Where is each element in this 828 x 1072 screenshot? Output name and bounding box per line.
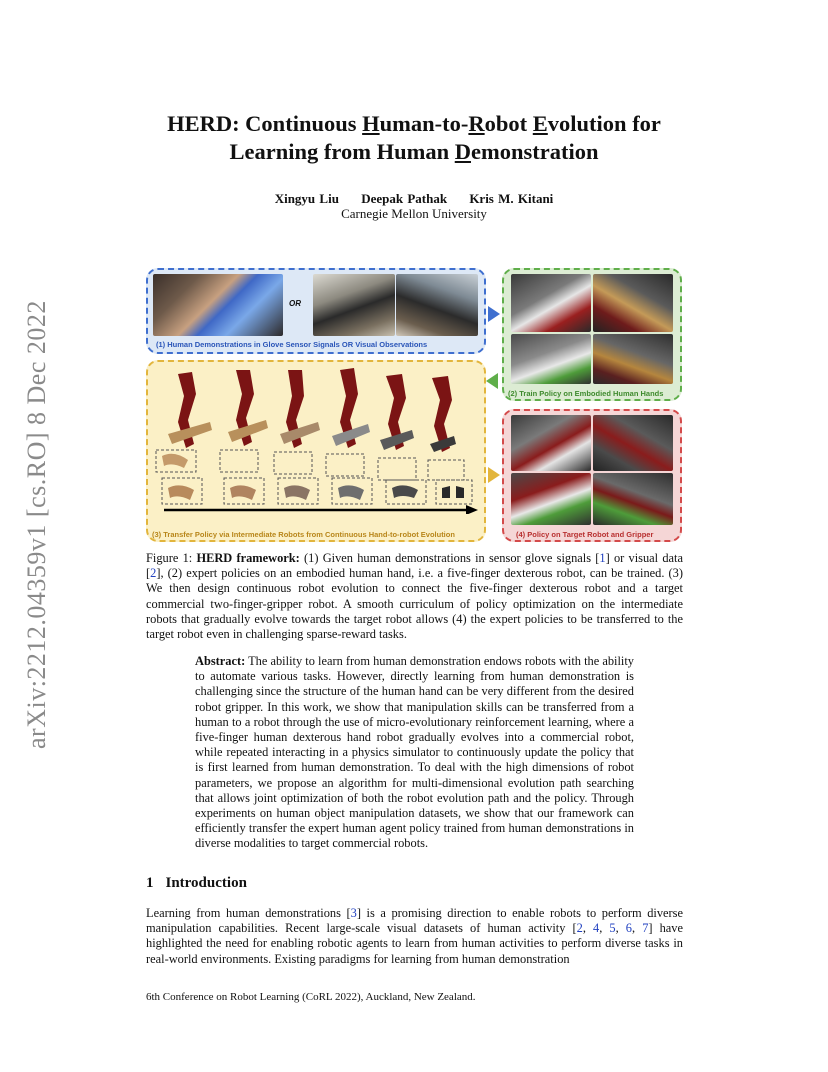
caption-text: ], (2) expert policies on an embodied human hand, i.e. a five-finger dexterous robot, can be trained. (3) We then design continuous robot evolution to connect the five-finger dexterous robot and a target commercial two-finger-gripper robot. A smooth curriculum of policy optimization on the intermediate robots that gradually evolve towards the target robot allows (4) the expert policies to be transferred to the target robot even in challenging sparse-reward tasks. <box>146 566 683 642</box>
robot-stage-3 <box>274 370 320 504</box>
figure-caption-bold: HERD framework: <box>196 551 300 565</box>
citation-link[interactable]: 2 <box>576 921 583 936</box>
robot-stage-2 <box>220 370 268 504</box>
title-letter-e: E <box>532 111 548 136</box>
author-name: Deepak Pathak <box>361 191 448 206</box>
conference-footer: 6th Conference on Robot Learning (CoRL 2022), Auckland, New Zealand. <box>146 991 476 1003</box>
arxiv-stamp: arXiv:2212.04359v1 [cs.RO] 8 Dec 2022 <box>22 300 51 750</box>
citation-link[interactable]: 5 <box>609 921 616 936</box>
sim-hand-1 <box>511 274 591 332</box>
citation-link[interactable]: 7 <box>642 921 649 936</box>
title-text: volution for <box>547 111 661 136</box>
arrow-to-panel4 <box>488 467 500 483</box>
robot-stage-5 <box>378 374 426 504</box>
affiliation: Carnegie Mellon University <box>341 206 487 221</box>
visual-demo-photo-2 <box>396 274 478 336</box>
intro-paragraph: Learning from human demonstrations [3] is a promising direction to enable robots to perform diverse manipulation capabilities. Recent large-scale visual datasets of human activity [2, 4, 5, 6, 7] have highlighted the need for enabling robotic agents to learn from human activities to perform diverse tasks in real-world environments. Existing paradigms for learning from human demonstration <box>146 906 683 966</box>
abstract <box>195 654 634 852</box>
intro-text: ] have highlighted the need for enabling robotic agents to learn from human activities to perform diverse tasks in real-world environments. Existing paradigms for learning from human demonstration <box>146 921 683 966</box>
panel3-caption: (3) Transfer Policy via Intermediate Robots from Continuous Hand-to-robot Evolution <box>152 530 455 539</box>
citation-link[interactable]: 3 <box>350 906 357 920</box>
title-text: obot <box>484 111 533 136</box>
section-heading <box>146 875 259 892</box>
or-label: OR <box>289 299 301 308</box>
citation-link[interactable]: 2 <box>150 566 157 581</box>
title-text: Learning from Human <box>229 139 455 164</box>
caption-text: ] or visual data [ <box>146 551 683 581</box>
section-number: 1 <box>146 875 154 891</box>
paper-title <box>145 110 683 166</box>
figure-caption <box>146 551 683 642</box>
glove-demo-photo <box>153 274 283 336</box>
citation-link[interactable]: 6 <box>625 921 632 936</box>
robot-stage-4 <box>326 368 372 504</box>
title-letter-r: R <box>468 111 485 136</box>
intro-text: ] is a promising direction to enable robots to perform diverse manipulation capabilities. Recent large-scale visual datasets of human activity [ <box>146 906 683 936</box>
author-name: Kris M. Kitani <box>469 191 554 206</box>
panel4-caption: (4) Policy on Target Robot and Gripper <box>516 530 654 539</box>
citation-link[interactable]: 4 <box>593 921 600 936</box>
figure-label: Figure 1: <box>146 551 193 565</box>
intro-text: Learning from human demonstrations [ <box>146 906 351 920</box>
panel2-caption: (2) Train Policy on Embodied Human Hands <box>508 389 664 398</box>
target-robot-1 <box>511 415 591 471</box>
author-name: Xingyu Liu <box>274 191 339 206</box>
robot-evolution-sequence <box>150 364 484 514</box>
panel1-caption: (1) Human Demonstrations in Glove Sensor Signals OR Visual Observations <box>156 340 428 349</box>
target-robot-2 <box>593 415 673 471</box>
title-text: HERD: Continuous <box>167 111 363 136</box>
visual-demo-photo-1 <box>313 274 395 336</box>
arrow-to-panel3 <box>486 373 498 389</box>
title-letter-d: D <box>454 139 471 164</box>
title-text: uman-to- <box>379 111 469 136</box>
abstract-label: Abstract: <box>195 654 246 668</box>
arrow-to-panel2 <box>488 306 500 322</box>
sim-hand-2 <box>593 274 673 332</box>
author-list <box>145 191 683 207</box>
section-title: Introduction <box>165 875 247 891</box>
target-robot-3 <box>511 473 591 525</box>
citation-link[interactable]: 1 <box>599 551 606 565</box>
title-text: emonstration <box>470 139 599 164</box>
sim-hand-3 <box>511 334 591 384</box>
title-letter-h: H <box>362 111 380 136</box>
abstract-text: The ability to learn from human demonstration endows robots with the ability to automate various tasks. However, directly learning from human demonstration is challenging since the structure of the human hand can be very different from the desired robot gripper. In this work, we show that manipulation skills can be transferred from a human to a robot through the use of micro-evolutionary reinforcement learning, where a five-finger human dexterous hand robot gradually evolves into a commercial robot, while repeated interacting in a physics simulator to continuously update the policy that is first learned from human demonstration. To deal with the high dimensions of robot parameters, we propose an algorithm for multi-dimensional evolution path searching that allows joint optimization of both the robot evolution path and the policy. Through experiments on human object manipulation datasets, we show that our framework can efficiently transfer the expert human agent policy trained from human demonstrations in diverse modalities to target commercial robots. <box>195 654 634 851</box>
sim-hand-4 <box>593 334 673 384</box>
caption-text: (1) Given human demonstrations in sensor glove signals [ <box>299 551 600 565</box>
robot-stage-1 <box>156 372 212 504</box>
robot-stage-6 <box>428 376 472 504</box>
target-robot-4 <box>593 473 673 525</box>
